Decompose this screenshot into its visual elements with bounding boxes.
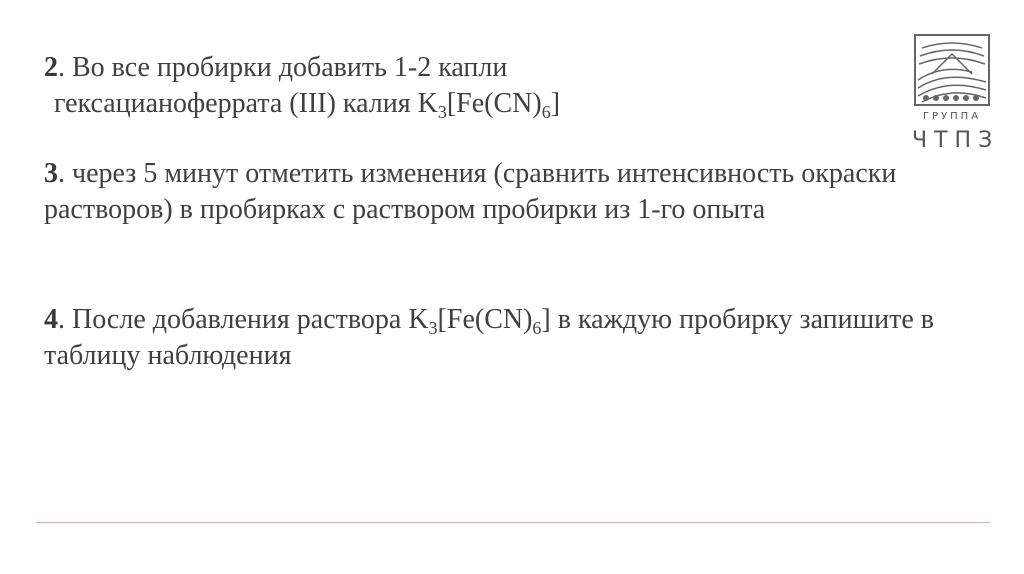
formula-part: ] [550, 88, 561, 119]
subscript: 6 [541, 102, 551, 122]
step-number: 2 [44, 52, 58, 83]
step-4-paragraph [44, 302, 964, 374]
step-text: гексацианоферрата (III) калия K [54, 88, 438, 119]
step-text: . через 5 минут отметить изменения (сравнить интенсивность окраски растворов) в пробирках с раствором пробирки из 1-го опыта [44, 158, 897, 225]
step-number: 4 [44, 304, 58, 335]
step-3-paragraph [44, 156, 964, 228]
formula-part: [Fe(CN) [437, 304, 533, 335]
step-text: . Во все пробирки добавить 1-2 капли [58, 52, 508, 83]
subscript: 6 [532, 318, 542, 338]
logo-name: ЧТПЗ [912, 128, 1000, 153]
subscript: 3 [428, 318, 438, 338]
step-2-paragraph [44, 50, 964, 122]
logo-caption: ГРУППА [922, 111, 982, 122]
footer-divider [36, 522, 990, 523]
subscript: 3 [437, 102, 447, 122]
step-number: 3 [44, 158, 58, 189]
step-text: ] в каждую пробирку запишите в таблицу наблюдения [44, 304, 935, 371]
step-text: . После добавления раствора K [58, 304, 429, 335]
formula-part: [Fe(CN) [446, 88, 542, 119]
